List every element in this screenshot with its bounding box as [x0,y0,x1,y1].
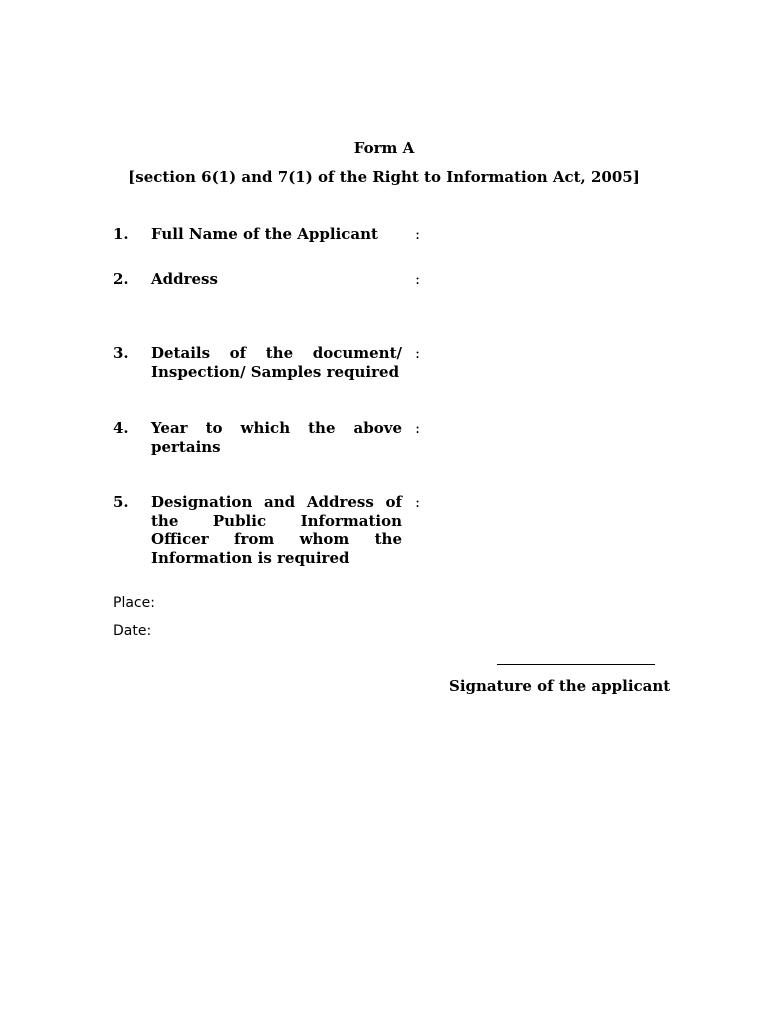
item-colon-5: : [415,493,421,511]
signature-line [497,664,655,665]
item-colon-2: : [415,270,421,288]
item-number-2: 2. [113,270,129,288]
form-title: Form A [353,139,415,157]
item-number-5: 5. [113,493,129,511]
item-label-year: Year to which the above pertains [151,419,402,456]
item-number-4: 4. [113,419,129,437]
item-colon-1: : [415,225,421,243]
item-label-full-name: Full Name of the Applicant [151,225,378,243]
item-number-1: 1. [113,225,129,243]
date-label: Date: [113,623,152,639]
item-colon-4: : [415,419,421,437]
place-label: Place: [113,595,155,611]
item-number-3: 3. [113,344,129,362]
form-subtitle: [section 6(1) and 7(1) of the Right to Information Act, 2005] [128,168,640,186]
item-label-address: Address [151,270,218,288]
signature-label: Signature of the applicant [449,677,671,695]
item-label-pio-designation: Designation and Address of the Public Information Officer from whom the Information is required [151,493,402,567]
item-colon-3: : [415,344,421,362]
item-label-document-details: Details of the document/ Inspection/ Samples required [151,344,402,381]
